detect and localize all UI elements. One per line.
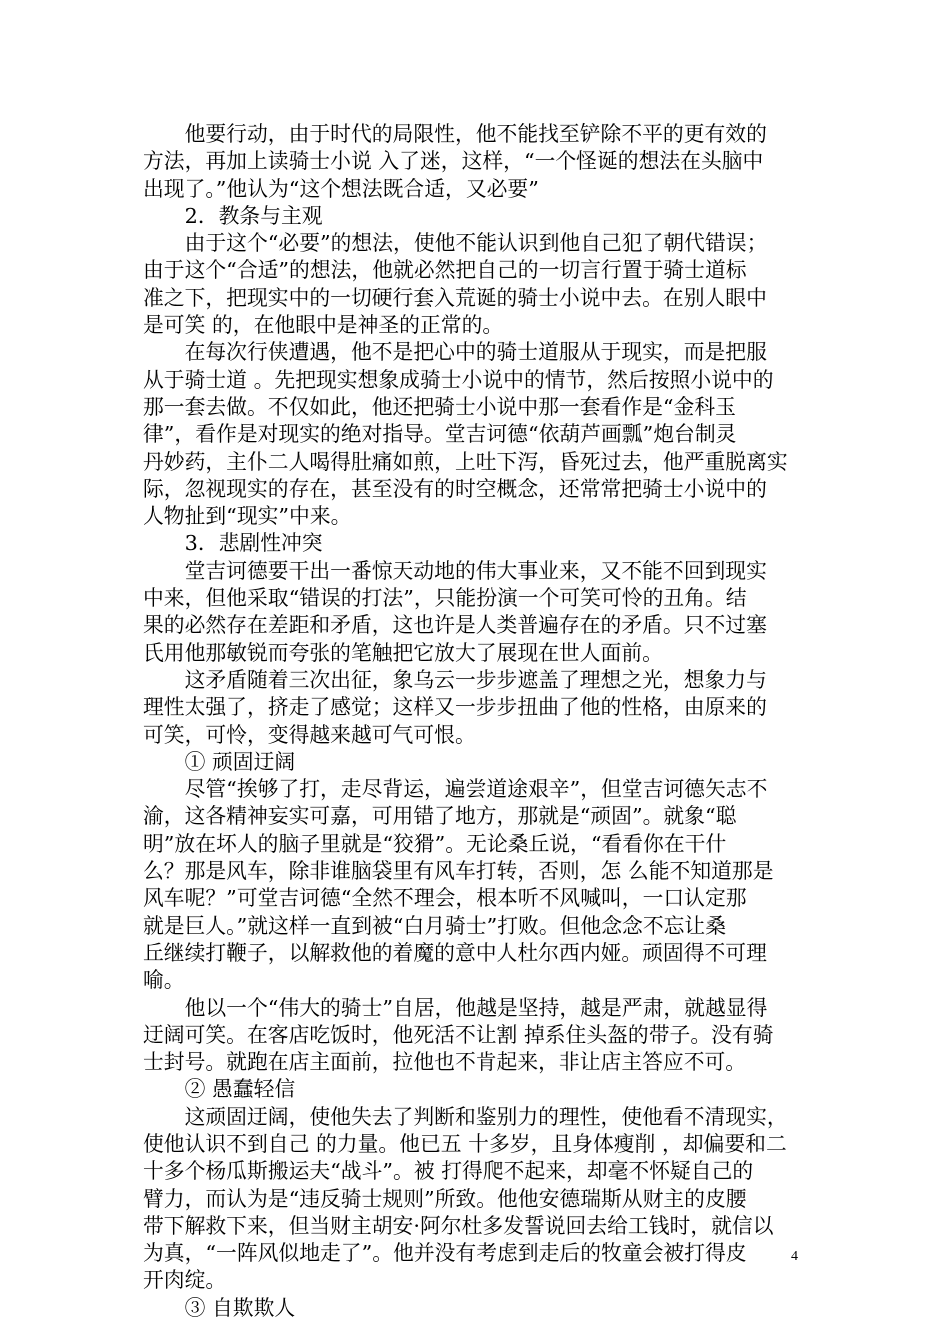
section-heading: ② 愚蠢轻信 [184, 1077, 296, 1102]
document-body [143, 121, 811, 1322]
paragraph-line: 理性太强了，挤走了感觉；这样又一步步扭曲了他的性格，由原来的 [143, 695, 767, 720]
paragraph-line: 他以一个“伟大的骑士”自居，他越是坚持，越是严肃，就越显得 [184, 995, 768, 1020]
paragraph-line: 中来，但他采取“错误的打法”，只能扮演一个可笑可怜的丑角。结 [143, 586, 747, 611]
paragraph-line: 尽管“挨够了打，走尽背运，遍尝道途艰辛”，但堂吉诃德矢志不 [184, 777, 768, 802]
paragraph-line: 由于这个“必要”的想法，使他不能认识到他自己犯了朝代错误； [184, 231, 768, 256]
paragraph-line: 迂阔可笑。在客店吃饭时，他死活不让割 掉系住头盔的带子。没有骑 [143, 1022, 774, 1047]
body-paragraph [143, 995, 811, 1077]
paragraph-line: 由于这个“合适”的想法，他就必然把自己的一切言行置于骑士道标 [143, 258, 747, 283]
paragraph-line: 明”放在坏人的脑子里就是“狡猾”。无论桑丘说，“看看你在干什 [143, 831, 727, 856]
paragraph-line: 为真，“一阵风似地走了”。他并没有考虑到走后的牧童会被打得皮 [143, 1241, 747, 1266]
paragraph-line: 使他认识不到自己 的力量。他已五 十多岁，且身体瘦削 ，却偏要和二 [143, 1131, 787, 1156]
paragraph-line: 际，忽视现实的存在，甚至没有的时空概念，还常常把骑士小说中的 [143, 476, 767, 501]
body-paragraph [143, 776, 811, 994]
body-paragraph [143, 1104, 811, 1295]
paragraph-line: 准之下，把现实中的一切硬行套入荒诞的骑士小说中去。在别人眼中 [143, 285, 767, 310]
paragraph-line: 那一套去做。不仅如此，他还把骑士小说中那一套看作是“金科玉 [143, 394, 736, 419]
body-paragraph [143, 230, 811, 339]
paragraph-line: 这矛盾随着三次出征，象乌云一步步遮盖了理想之光，想象力与 [184, 667, 767, 692]
paragraph-line: 可笑，可怜，变得越来越可气可恨。 [143, 722, 476, 747]
paragraph-line: 带下解救下来，但当财主胡安·阿尔杜多发誓说回去给工钱时，就信以 [143, 1213, 774, 1238]
paragraph-line: 这顽固迂阔，使他失去了判断和鉴别力的理性，使他看不清现实， [184, 1104, 788, 1129]
section-heading: ① 顽固迂阔 [184, 749, 296, 774]
paragraph-line: 喻。 [143, 968, 185, 993]
paragraph-line: 臂力，而认为是“违反骑士规则”所致。他他安德瑞斯从财主的皮腰 [143, 1186, 747, 1211]
paragraph-line: 是可笑 的，在他眼中是神圣的正常的。 [143, 313, 504, 338]
paragraph-line: 士封号。就跑在店主面前，拉他也不肯起来，非让店主答应不可。 [143, 1050, 747, 1075]
paragraph-line: 堂吉诃德要干出一番惊天动地的伟大事业来，又不能不回到现实 [184, 558, 767, 583]
paragraph-line: 渝，这各精神妄实可嘉，可用错了地方，那就是“顽固”。就象“聪 [143, 804, 737, 829]
paragraph-line: 开肉绽。 [143, 1268, 227, 1293]
section-heading: 3．悲剧性冲突 [184, 531, 323, 556]
paragraph-line: 果的必然存在差距和矛盾，这也许是人类普遍存在的矛盾。只不过塞 [143, 613, 767, 638]
paragraph-line: 他要行动，由于时代的局限性，他不能找至铲除不平的更有效的 [184, 122, 767, 146]
paragraph-line: 从于骑士道 。先把现实想象成骑士小说中的情节，然后按照小说中的 [143, 367, 774, 392]
paragraph-line: 风车呢？”可堂吉诃德“全然不理会，根本听不风喊叫，一口认定那 [143, 886, 747, 911]
paragraph-line: 就是巨人。”就这样一直到被“白月骑士”打败。但他念念不忘让桑 [143, 913, 727, 938]
paragraph-line: 在每次行侠遭遇，他不是把心中的骑士道服从于现实，而是把服 [184, 340, 767, 365]
paragraph-line: 氏用他那敏锐而夸张的笔触把它放大了展现在世人面前。 [143, 640, 663, 665]
body-paragraph [143, 667, 811, 749]
paragraph-line: 丘继续打鞭子，以解救他的着魔的意中人杜尔西内娅。顽固得不可理 [143, 940, 767, 965]
paragraph-line: 十多个杨瓜斯搬运夫“战斗”。被 打得爬不起来，却毫不怀疑自己的 [143, 1159, 754, 1184]
paragraph-line: 人物扯到“现实”中来。 [143, 504, 352, 529]
body-paragraph [143, 121, 811, 203]
paragraph-line: 方法，再加上读骑士小说 入了迷，这样，“一个怪诞的想法在头脑中 [143, 149, 764, 174]
section-heading: 2．教条与主观 [184, 203, 323, 228]
page-number: 4 [791, 1249, 798, 1264]
paragraph-line: 出现了。”他认为“这个想法既合适，又必要” [143, 176, 539, 201]
section-heading: ③ 自欺欺人 [184, 1295, 296, 1320]
body-paragraph [143, 339, 811, 530]
body-paragraph [143, 558, 811, 667]
paragraph-line: 律”，看作是对现实的绝对指导。堂吉诃德“依葫芦画瓢”炮台制灵 [143, 422, 737, 447]
paragraph-line: 丹妙药，主仆二人喝得肚痛如煎，上吐下泻，昏死过去，他严重脱离实 [143, 449, 788, 474]
paragraph-line: 么？那是风车，除非谁脑袋里有风车打转，否则，怎 么能不知道那是 [143, 859, 774, 884]
